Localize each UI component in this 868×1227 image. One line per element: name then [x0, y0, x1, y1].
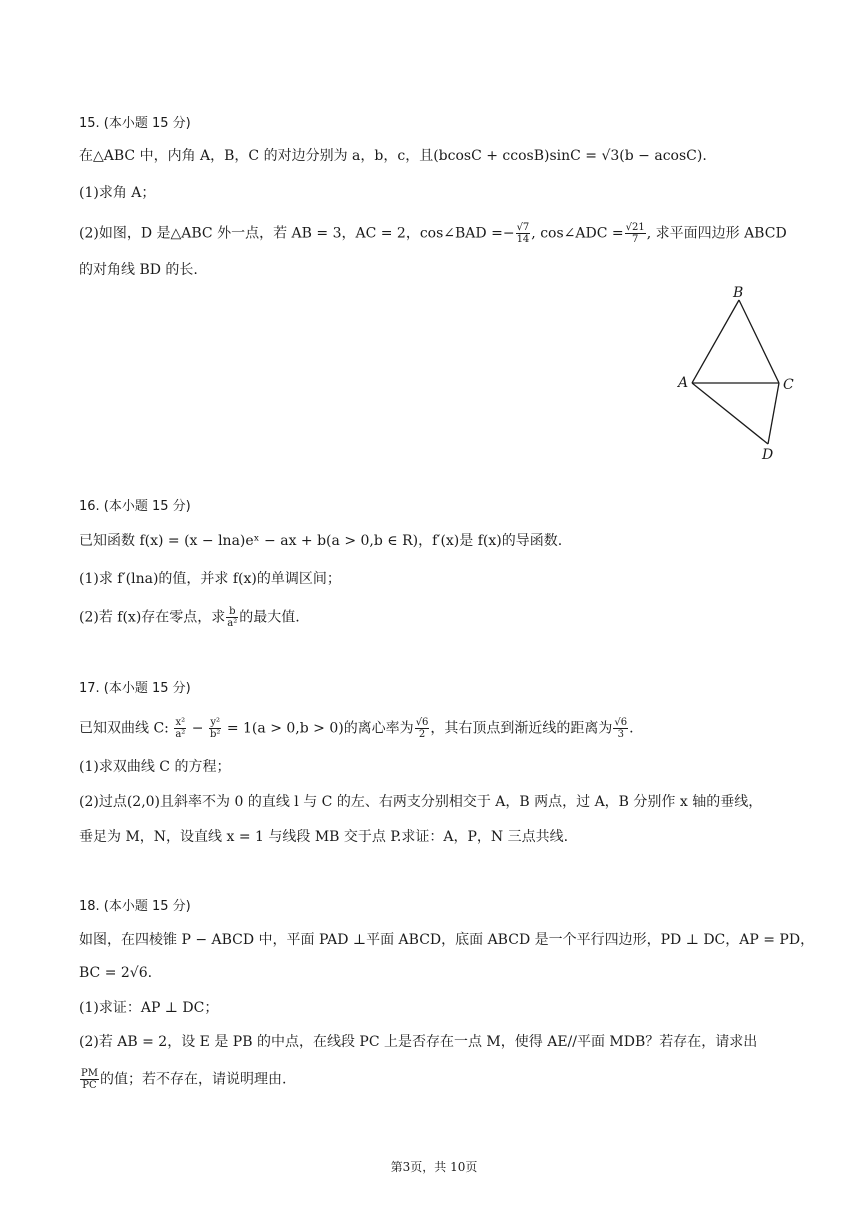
q16-part2-text-a: (2)若 f(x)存在零点，求 [79, 609, 226, 626]
q17-frac-e-den: 2 [418, 729, 426, 740]
q16-stem: 已知函数 f(x) = (x − lna)eˣ − ax + b(a > 0,b ∈ R)，f′(x)是 f(x)的导函数. [79, 533, 563, 549]
q17-frac-y [209, 717, 221, 740]
q15-frac-bad [516, 222, 531, 245]
q16-part2-text-b: 的最大值. [239, 609, 300, 626]
segment-cd [768, 383, 779, 444]
q16-frac [226, 606, 238, 629]
q15-part2 [79, 222, 787, 245]
q15-part2-text-c: , 求平面四边形 ABCD [646, 225, 787, 242]
q17-part2-line1: (2)过点(2,0)且斜率不为 0 的直线 l 与 C 的左、右两支分别相交于 A，B 两点，过 A，B 分别作 x 轴的垂线， [79, 794, 763, 810]
q17-frac-d-num: √6 [614, 717, 628, 728]
q16-header: 16. (本小题 15 分) [79, 499, 191, 514]
label-c: C [783, 377, 794, 393]
q15-frac-adc-num: √21 [625, 222, 645, 233]
q18-stem-line2: BC = 2√6. [79, 965, 153, 981]
q17-stem-c: ，其右顶点到渐近线的距离为 [430, 720, 613, 737]
q18-frac-num: PM [81, 1068, 98, 1079]
q17-minus: − [187, 720, 208, 737]
triangle-figure [672, 282, 802, 462]
label-a: A [678, 375, 689, 391]
segment-bc [739, 300, 779, 383]
q17-stem-b: = 1(a > 0,b > 0)的离心率为 [222, 720, 414, 737]
q18-frac-den: PC [82, 1080, 97, 1091]
q18-frac [80, 1068, 99, 1091]
q17-frac-y-num: y² [210, 717, 221, 728]
q18-part1: (1)求证：AP ⊥ DC； [79, 1000, 219, 1016]
q17-frac-d-den: 3 [617, 729, 624, 740]
q16-part1: (1)求 f′(lna)的值，并求 f(x)的单调区间； [79, 571, 341, 587]
q17-stem-d: . [629, 720, 634, 737]
label-b: B [733, 285, 744, 301]
q15-frac-adc [625, 222, 646, 245]
q17-frac-y-den: b² [209, 729, 221, 740]
q16-frac-num: b [226, 606, 238, 618]
q17-part2-line2: 垂足为 M，N，设直线 x = 1 与线段 MB 交于点 P.求证：A，P，N 三点共线. [79, 829, 569, 845]
q15-frac-adc-den: 7 [631, 234, 639, 245]
q15-frac-bad-den: 14 [516, 234, 530, 245]
segment-ab [692, 300, 739, 383]
label-d: D [762, 447, 774, 462]
q15-part2-text-b: , cos∠ADC = [531, 225, 624, 242]
q15-part2-line2: 的对角线 BD 的长. [79, 262, 198, 278]
q18-part2-line1: (2)若 AB = 2，设 E 是 PB 的中点，在线段 PC 上是否存在一点 M，使得 AE//平面 MDB？若存在，请求出 [79, 1034, 758, 1050]
q18-part2-text: 的值；若不存在，请说明理由. [99, 1071, 287, 1088]
q17-frac-d [613, 717, 628, 740]
q17-frac-e [415, 717, 430, 740]
q17-frac-e-num: √6 [415, 717, 429, 728]
q15-header: 15. (本小题 15 分) [79, 116, 191, 131]
q15-stem: 在△ABC 中，内角 A，B，C 的对边分别为 a，b，c，且(bcosC + ccosB)sinC = √3(b − acosC). [79, 148, 707, 164]
q15-part2-text-a: (2)如图，D 是△ABC 外一点，若 AB = 3，AC = 2，cos∠BAD =− [79, 225, 515, 242]
q16-part2 [79, 606, 300, 629]
q15-part1: (1)求角 A； [79, 185, 156, 201]
q17-frac-x-num: x² [175, 717, 186, 728]
q18-part2-line2 [79, 1068, 286, 1091]
q15-frac-bad-num: √7 [516, 222, 530, 233]
q16-frac-den: a² [227, 618, 238, 629]
q17-frac-x [174, 717, 186, 740]
q17-part1: (1)求双曲线 C 的方程； [79, 759, 231, 775]
page-footer: 第3页，共 10页 [390, 1160, 478, 1174]
q17-stem-a: 已知双曲线 C: [79, 720, 174, 737]
segment-ad [692, 383, 768, 444]
q17-header: 17. (本小题 15 分) [79, 681, 191, 696]
q18-header: 18. (本小题 15 分) [79, 899, 191, 914]
q17-stem [79, 717, 634, 740]
q17-frac-x-den: a² [175, 729, 186, 740]
q18-stem-line1: 如图，在四棱锥 P − ABCD 中，平面 PAD ⊥平面 ABCD，底面 ABCD 是一个平行四边形，PD ⊥ DC，AP = PD， [79, 932, 815, 948]
